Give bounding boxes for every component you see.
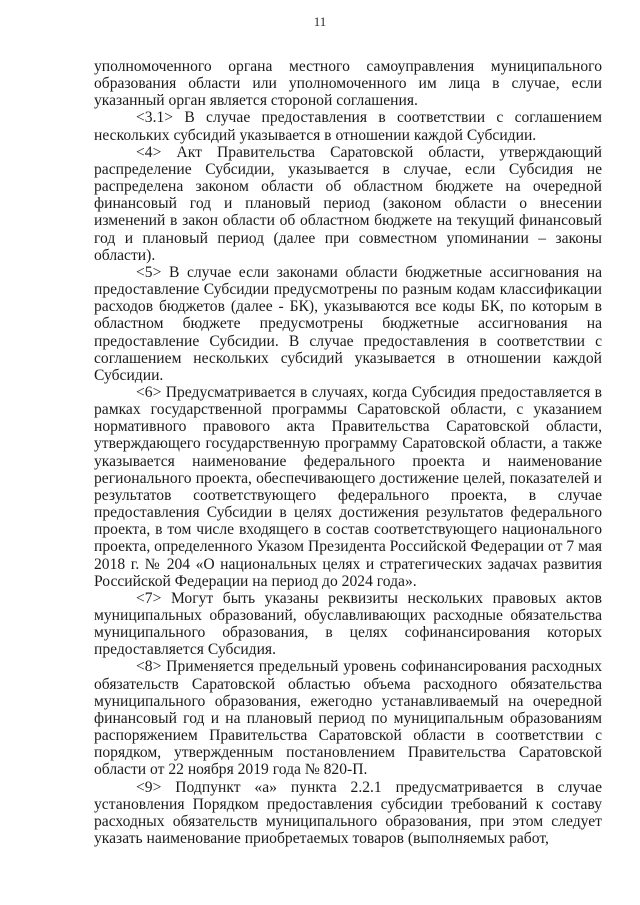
footnote-mark: <5>: [136, 263, 162, 281]
footnote-text: Применяется предельный уровень софинансирования расходных обязательств Саратовской областью объема расходного обязательства муниципального образования, ежегодно устанавливаемый на очередной финансовый год и на плановый период по муниципальным образованиям распоряжением Правительства Саратовской области в соответствии с порядком, утвержденным постановлением Правительства Саратовской области от 22 ноября 2019 года № 820-П.: [94, 658, 602, 779]
footnote-mark: <4>: [136, 143, 162, 161]
footnote-9: [94, 779, 602, 848]
footnote-mark: <7>: [136, 589, 162, 607]
footnote-text: Подпункт «а» пункта 2.2.1 предусматривается в случае установления Порядком предоставления субсидии требований к составу расходных обязательств муниципального образования, при этом следует указать наименование приобретаемых товаров (выполняемых работ,: [94, 778, 602, 848]
footnote-text: уполномоченного органа местного самоуправления муниципального образования области или уполномоченного им лица в случае, если указанный орган является стороной соглашения.: [94, 58, 602, 110]
footnote-continuation: [94, 58, 602, 109]
footnote-mark: <9>: [136, 778, 162, 796]
footnote-3-1: [94, 109, 602, 143]
footnote-7: [94, 590, 602, 659]
footnote-text: Могут быть указаны реквизиты нескольких правовых актов муниципальных образований, обуславливающих расходные обязательства муниципального образования, в целях софинансирования которых предоставляется Субсидия.: [94, 589, 602, 659]
footnote-8: [94, 658, 602, 778]
footnotes-body: [94, 58, 602, 847]
footnote-text: Акт Правительства Саратовской области, утверждающий распределение Субсидии, указывается в случае, если Субсидия не распределена законом области об областном бюджете на очередной финансовый год и плановый период (законом области о внесении изменений в закон области об областном бюджете на текущий финансовый год и плановый период (далее при совместном упоминании – законы области).: [94, 143, 602, 264]
footnote-5: [94, 264, 602, 384]
footnote-mark: <6>: [136, 383, 162, 401]
footnote-6: [94, 384, 602, 590]
footnote-mark: <3.1>: [136, 109, 174, 127]
page-number: 11: [313, 14, 327, 29]
footnote-text: Предусматривается в случаях, когда Субсидия предоставляется в рамках государственной программы Саратовской области, с указанием нормативного правового акта Правительства Саратовской области, утверждающего государственную программу Саратовской области, а также указывается наименование федерального проекта и наименование регионального проекта, обеспечивающего достижение целей, показателей и результатов соответствующего федерального проекта, в случае предоставления Субсидии в целях достижения результатов федерального проекта, в том числе входящего в состав соответствующего национального проекта, определенного Указом Президента Российской Федерации от 7 мая 2018 г. № 204 «О национальных целях и стратегических задачах развития Российской Федерации на период до 2024 года».: [94, 383, 602, 590]
footnote-text: В случае если законами области бюджетные ассигнования на предоставление Субсидии предусмотрены по разным кодам классификации расходов бюджетов (далее - БК), указываются все коды БК, по которым в областном бюджете предусмотрены бюджетные ассигнования на предоставление Субсидии. В случае предоставления в соответствии с соглашением нескольких субсидий указывается в отношении каждой Субсидии.: [94, 263, 602, 384]
footnote-mark: <8>: [136, 658, 162, 676]
footnote-text: В случае предоставления в соответствии с соглашением нескольких субсидий указывается в отношении каждой Субсидии.: [94, 109, 602, 144]
footnote-4: [94, 144, 602, 264]
